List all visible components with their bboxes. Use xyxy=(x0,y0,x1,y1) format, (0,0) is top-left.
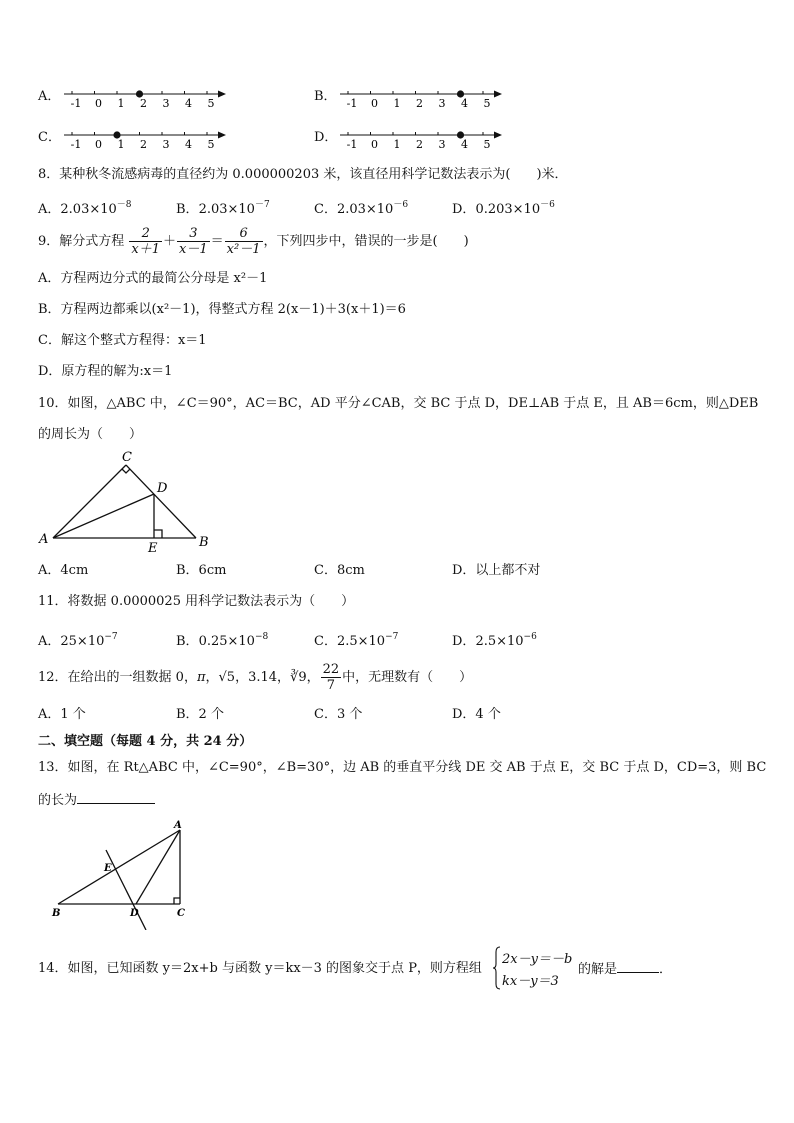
exponent: −6 xyxy=(523,632,537,642)
q7-option-a[interactable] xyxy=(38,88,60,106)
q10-stem-line1: 10．如图，△ABC 中，∠C＝90°，AC＝BC，AD 平分∠CAB，交 BC 于点 D，DE⊥AB 于点 E，且 AB＝6cm，则△DEB xyxy=(38,396,759,411)
q14-tail xyxy=(578,960,672,979)
tick-label: 0 xyxy=(95,138,102,151)
period: ． xyxy=(659,962,673,977)
section-heading: 二、填空题（每题 4 分，共 24 分） xyxy=(38,734,253,749)
vertex-label-c: C xyxy=(177,908,185,919)
exponent: −7 xyxy=(104,632,118,642)
option-value: 2.03×10 xyxy=(198,202,255,217)
solid-point xyxy=(113,131,120,138)
q9-prefix: 9．解分式方程 xyxy=(38,234,125,249)
option-value: 2.5×10 xyxy=(475,634,524,649)
q9-option-b[interactable]: B．方程两边都乘以(x²－1)，得整式方程 2(x－1)＋3(x＋1)＝6 xyxy=(38,302,406,317)
tick-label: 2 xyxy=(140,138,147,151)
sqrt-five: √5 xyxy=(218,670,236,685)
operator: ＝ xyxy=(210,234,224,249)
vertex-label-c: C xyxy=(122,450,132,465)
q11-option-d[interactable] xyxy=(452,628,537,651)
exponent: －7 xyxy=(254,200,270,210)
q8-option-c[interactable] xyxy=(314,196,408,219)
q13-stem-line2 xyxy=(38,791,155,810)
option-label: C． xyxy=(314,634,337,649)
q7-option-d[interactable] xyxy=(314,129,337,147)
right-angle-mark-c xyxy=(122,469,130,473)
option-label: B． xyxy=(176,202,199,217)
fraction xyxy=(177,226,210,257)
numerator: 3 xyxy=(177,226,210,242)
fraction xyxy=(225,226,263,257)
vertex-label-e: E xyxy=(148,541,158,552)
arrow-icon xyxy=(494,91,502,98)
q12-middle: ，3.14， xyxy=(235,670,291,685)
exponent: －8 xyxy=(116,200,132,210)
tick-label: 3 xyxy=(438,138,446,151)
q12-option-d[interactable]: D．4 个 xyxy=(452,707,501,722)
tick-label: 0 xyxy=(371,138,378,151)
q9-option-d[interactable]: D．原方程的解为:x＝1 xyxy=(38,364,173,379)
option-label: B． xyxy=(176,634,199,649)
tick-label: 3 xyxy=(162,138,170,151)
vertex-label-a: A xyxy=(174,820,182,831)
tick-label: 4 xyxy=(185,138,192,151)
cube-root-nine: ∛9 xyxy=(290,670,307,685)
q8-option-a[interactable] xyxy=(38,196,132,219)
q14-stem xyxy=(38,960,482,978)
tick-label: 2 xyxy=(140,97,147,110)
vertex-label-d: D xyxy=(157,481,168,496)
option-value: 2.5×10 xyxy=(336,634,386,649)
option-value: 2.03×10 xyxy=(336,202,394,217)
denominator: x²－1 xyxy=(226,242,261,257)
q14-prefix: 14．如图，已知函数 y＝2x+b 与函数 y＝kx－3 的图象交于点 P，则方程组 xyxy=(38,961,482,976)
tick-label: 5 xyxy=(207,138,215,151)
separator: ， xyxy=(306,670,320,685)
solid-point xyxy=(136,90,143,97)
side-ac xyxy=(53,465,126,538)
denominator: x－1 xyxy=(179,242,208,257)
segment-ad xyxy=(136,830,180,904)
exponent: −8 xyxy=(254,632,269,642)
denominator: x＋1 xyxy=(131,242,161,257)
tick-label: 1 xyxy=(393,97,401,110)
pi-symbol: π xyxy=(196,670,206,685)
denominator: 7 xyxy=(326,678,336,693)
q9-stem xyxy=(38,224,469,260)
tick-label: 1 xyxy=(117,138,125,151)
tick-label: 4 xyxy=(185,97,192,110)
answer-blank[interactable] xyxy=(77,791,155,804)
fraction xyxy=(321,662,342,693)
tick-label: 5 xyxy=(483,138,491,151)
q8-option-b[interactable] xyxy=(176,196,270,219)
vertex-label-d: D xyxy=(130,908,139,919)
q9-option-a[interactable]: A．方程两边分式的最简公分母是 x²－1 xyxy=(38,271,268,286)
equation-system xyxy=(493,946,573,990)
exponent: －6 xyxy=(540,200,555,210)
vertex-label-a: A xyxy=(39,532,49,547)
arrow-icon xyxy=(494,132,502,139)
q10-triangle-figure xyxy=(36,448,216,552)
left-brace-icon xyxy=(493,946,501,990)
q12-suffix: 中，无理数有（ ） xyxy=(342,670,473,685)
numerator: 22 xyxy=(322,662,340,677)
q10-stem-line2: 的周长为（ ） xyxy=(38,427,143,442)
operator: ＋ xyxy=(163,234,177,249)
option-label: B． xyxy=(314,89,337,104)
q12-option-c[interactable]: C．3 个 xyxy=(314,707,363,722)
option-label: A． xyxy=(38,634,61,649)
option-label: C． xyxy=(38,130,61,145)
segment-ad xyxy=(53,494,154,538)
tick-label: -1 xyxy=(70,138,82,151)
solid-point xyxy=(457,131,464,138)
option-value: 0.203×10 xyxy=(475,202,541,217)
tick-label: -1 xyxy=(346,97,358,110)
q10-option-d[interactable]: D．以上都不对 xyxy=(452,563,541,578)
number-line-d xyxy=(336,127,511,151)
q11-option-a[interactable] xyxy=(38,628,118,651)
q10-option-a[interactable]: A．4cm xyxy=(38,563,89,578)
vertex-label-b: B xyxy=(52,908,61,919)
right-angle-mark-c xyxy=(174,898,180,904)
option-label: A． xyxy=(38,89,61,104)
q7-option-c[interactable] xyxy=(38,129,61,147)
side-ab xyxy=(58,830,180,904)
equation-2: kx－y＝3 xyxy=(502,974,559,989)
tick-label: 3 xyxy=(162,97,170,110)
tick-label: 4 xyxy=(461,97,468,110)
q9-suffix: ，下列四步中，错误的一步是( ) xyxy=(263,234,469,249)
exponent: −7 xyxy=(385,632,399,642)
tick-label: 5 xyxy=(483,97,491,110)
vertex-label-e: E xyxy=(104,863,112,874)
q12-option-b[interactable]: B．2 个 xyxy=(176,707,224,722)
tick-label: 3 xyxy=(438,97,446,110)
solid-point xyxy=(457,90,464,97)
equation-1: 2x－y＝－b xyxy=(502,952,573,967)
q14-suffix: 的解是 xyxy=(578,962,618,977)
q11-option-c[interactable] xyxy=(314,628,398,651)
arrow-icon xyxy=(218,132,226,139)
number-line-c xyxy=(60,127,235,151)
option-label: C． xyxy=(314,202,337,217)
q11-stem: 11．将数据 0.0000025 用科学记数法表示为（ ） xyxy=(38,594,355,609)
q8-option-d[interactable] xyxy=(452,196,555,219)
tick-label: 2 xyxy=(416,97,423,110)
tick-label: 1 xyxy=(117,97,125,110)
option-value: 25×10 xyxy=(60,634,105,649)
q11-option-b[interactable] xyxy=(176,628,268,651)
tick-label: 5 xyxy=(207,97,215,110)
q9-option-c[interactable]: C．解这个整式方程得：x＝1 xyxy=(38,333,207,348)
vertex-label-b: B xyxy=(199,535,209,550)
tick-label: -1 xyxy=(70,97,82,110)
right-angle-mark-e xyxy=(154,530,162,538)
number-line-b xyxy=(336,86,511,110)
exponent: －6 xyxy=(393,200,409,210)
numerator: 2 xyxy=(129,226,162,242)
q12-stem xyxy=(38,660,472,696)
q8-stem: 8．某种秋冬流感病毒的直径约为 0.000000203 米，该直径用科学记数法表示为( )米． xyxy=(38,167,568,182)
q13-triangle-figure xyxy=(44,818,204,930)
separator: ， xyxy=(205,670,219,685)
q13-stem-line1: 13．如图，在 Rt△ABC 中，∠C=90°，∠B=30°，边 AB 的垂直平分线 DE 交 AB 于点 E，交 BC 于点 D，CD=3，则 BC xyxy=(38,760,767,775)
fraction xyxy=(129,226,162,257)
tick-label: 2 xyxy=(416,138,423,151)
option-value: 2.03×10 xyxy=(60,202,117,217)
q7-option-b[interactable] xyxy=(314,88,337,106)
option-label: D． xyxy=(314,130,338,145)
answer-blank[interactable] xyxy=(617,960,659,973)
q12-option-a[interactable]: A．1 个 xyxy=(38,707,86,722)
q10-option-b[interactable]: B．6cm xyxy=(176,563,227,578)
q13-stem-text: 的长为 xyxy=(38,793,78,808)
numerator: 6 xyxy=(225,226,263,242)
q10-option-c[interactable]: C．8cm xyxy=(314,563,365,578)
option-value: 0.25×10 xyxy=(198,634,255,649)
option-label: D． xyxy=(452,634,476,649)
tick-label: 1 xyxy=(393,138,401,151)
option-label: D． xyxy=(452,202,476,217)
number-line-a xyxy=(60,86,235,110)
tick-label: 4 xyxy=(461,138,468,151)
tick-label: -1 xyxy=(346,138,358,151)
tick-label: 0 xyxy=(371,97,378,110)
tick-label: 0 xyxy=(95,97,102,110)
option-label: A． xyxy=(38,202,61,217)
q12-prefix: 12．在给出的一组数据 0， xyxy=(38,670,197,685)
arrow-icon xyxy=(218,91,226,98)
